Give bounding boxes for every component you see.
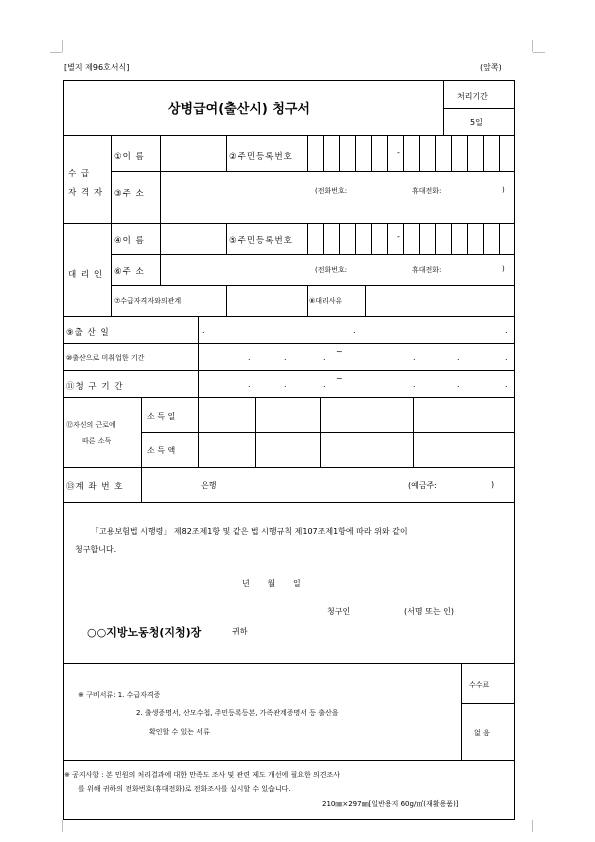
proxy-phone-close: ) — [502, 265, 505, 273]
recipient-group-label-2: 자 격 자 — [68, 188, 104, 198]
date-dot: . — [457, 353, 460, 362]
recipient-name-label: ①이 름 — [114, 152, 145, 162]
side-note: (앞쪽) — [480, 63, 502, 72]
date-dot: . — [284, 353, 287, 362]
proxy-phone-label: (전화번호: — [315, 266, 348, 274]
crop-mark — [532, 40, 533, 52]
claim-period-label: ⑪청 구 기 간 — [66, 382, 124, 392]
date-dot: . — [457, 380, 460, 389]
date-dot: . — [505, 380, 508, 389]
crop-mark — [50, 52, 62, 53]
proxy-name-field[interactable] — [161, 224, 225, 253]
recipient-rrn-label: ②주민등록번호 — [229, 152, 293, 162]
income-amount-label: 소 득 액 — [147, 446, 176, 455]
proxy-reason-field[interactable] — [366, 286, 514, 315]
date-dot: . — [248, 380, 251, 389]
proxy-mobile-label: 휴대전화: — [412, 266, 442, 274]
income-days-field[interactable] — [199, 398, 514, 431]
proxy-rrn-field[interactable] — [308, 224, 514, 253]
income-days-label: 소 득 일 — [147, 412, 176, 421]
claim-date: 년 월 일 — [242, 579, 301, 588]
date-dot: . — [505, 326, 508, 335]
claimant-label: 청구인 — [327, 607, 351, 616]
account-number-label: ⑬계 좌 번 호 — [66, 482, 124, 492]
income-label: ⑫자신의 근로에 — [66, 421, 116, 429]
fee-value: 없 음 — [474, 729, 490, 737]
period-tilde: ~ — [336, 374, 343, 383]
statement-line-2: 청구합니다. — [75, 545, 117, 554]
proxy-reason-label: ⑧대리사유 — [309, 297, 343, 305]
crop-mark — [62, 40, 63, 52]
recipient-rrn-field[interactable] — [308, 136, 514, 170]
account-bank: 은행 — [201, 481, 217, 490]
proxy-address-label: ⑥주 소 — [114, 267, 145, 277]
account-holder: (예금주: — [408, 481, 438, 490]
recipient-phone-close: ) — [502, 186, 505, 194]
recipient-mobile-label: 휴대전화: — [412, 187, 442, 195]
addressee-honorific: 귀하 — [232, 627, 248, 636]
recipient-phone-label: (전화번호: — [315, 187, 348, 195]
date-dot: . — [202, 326, 205, 335]
recipient-group-label: 수 급 — [68, 169, 91, 179]
date-dot: . — [413, 353, 416, 362]
addressee-office: ○○지방노동청(지청)장 — [87, 626, 202, 639]
recipient-address-label: ③주 소 — [114, 189, 145, 199]
statement-line: 「고용보험법 시행령」 제82조제1항 및 같은 법 시행규칙 제107조제1항에 따라 위와 같이 — [91, 527, 408, 536]
required-docs-item-2: 확인할 수 있는 서류 — [149, 728, 210, 736]
date-dot: . — [323, 353, 326, 362]
required-docs: ※ 구비서류: 1. 수급자격증 — [78, 691, 161, 699]
proxy-relation-field[interactable] — [227, 286, 306, 315]
proxy-rrn-dash: - — [397, 232, 400, 241]
form-number: [별지 제96호서식] — [64, 63, 130, 72]
paper-spec: 210㎜×297㎜[일반용지 60g/㎡(재활용품)] — [322, 800, 459, 808]
processing-label: 처리기간 — [457, 92, 488, 101]
claim-period-field[interactable] — [199, 371, 514, 396]
signature-label: (서명 또는 인) — [404, 607, 454, 616]
notice: ※ 공지사항 : 본 민원의 처리결과에 대한 만족도 조사 및 관련 제도 개선에 필요한 의견조사 — [64, 771, 341, 779]
period-tilde: ~ — [336, 347, 343, 356]
date-dot: . — [323, 380, 326, 389]
crop-mark — [532, 820, 533, 832]
date-dot: . — [413, 380, 416, 389]
recipient-rrn-dash: - — [397, 148, 400, 157]
crop-mark — [62, 820, 63, 832]
income-label-2: 따른 소득 — [82, 437, 112, 445]
proxy-group-label: 대 리 인 — [68, 270, 104, 280]
recipient-name-field[interactable] — [161, 136, 225, 170]
unemployed-period-label: ⑩출산으로 미취업한 기간 — [66, 354, 145, 362]
proxy-relation-label: ⑦수급자격자와의관계 — [114, 297, 182, 305]
date-dot: . — [353, 326, 356, 335]
account-number-field[interactable] — [142, 468, 514, 501]
unemployed-period-field[interactable] — [199, 344, 514, 369]
date-dot: . — [284, 380, 287, 389]
account-holder-close: ) — [491, 480, 495, 489]
birth-date-label: ⑨출 산 일 — [66, 328, 110, 338]
income-amount-field[interactable] — [199, 433, 514, 466]
processing-value: 5일 — [470, 118, 483, 127]
form-title: 상병급여(출산시) 청구서 — [168, 102, 310, 117]
required-docs-item: 2. 출생증명서, 산모수첩, 주민등록등본, 가족관계증명서 등 출산을 — [136, 709, 339, 717]
date-dot: . — [505, 353, 508, 362]
proxy-name-label: ④이 름 — [114, 236, 145, 246]
crop-mark — [533, 52, 545, 53]
birth-date-field[interactable] — [199, 317, 514, 342]
recipient-address-field[interactable] — [161, 172, 514, 222]
proxy-rrn-label: ⑤주민등록번호 — [229, 236, 293, 246]
notice-line-2: 를 위해 귀하의 전화번호(휴대전화)로 전화조사를 실시할 수 있습니다. — [78, 785, 291, 793]
fee-label: 수수료 — [469, 681, 490, 689]
date-dot: . — [248, 353, 251, 362]
